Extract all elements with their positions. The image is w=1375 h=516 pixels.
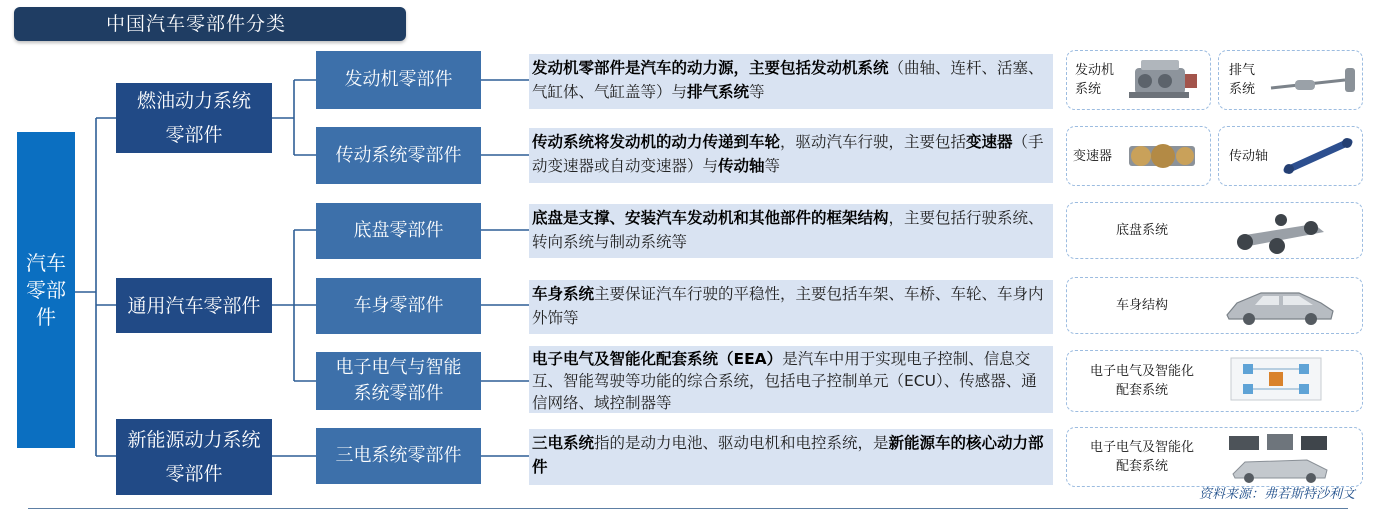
image-card-engine [1066,50,1211,110]
part-label: 发动机零部件 [344,69,453,90]
description-bold-text: 排气系统 [687,83,750,101]
category-nev-powertrain [116,419,272,495]
exhaust-system-icon [1265,54,1361,106]
description-bold-text: 新能源车的核心动力部件 [532,434,1044,476]
car-body-icon [1219,281,1339,331]
description-bold-text: 底盘是支撑、安装汽车发动机和其他部件的框架结构 [532,209,889,227]
image-card-body [1066,277,1363,334]
description-chassis [529,204,1053,258]
image-label: 排气系统 [1229,63,1256,97]
bottom-divider [28,508,1348,509]
description-text: （曲轴、连杆、活塞、气缸体、气缸盖等）与 [532,59,1044,101]
part-label: 底盘零部件 [353,220,444,241]
image-label: 传动轴 [1229,148,1269,164]
description-body [529,280,1053,334]
description-text: 等 [764,157,781,175]
part-label: 车身零部件 [353,295,444,316]
drive-shaft-icon [1279,130,1359,182]
description-text: 指的是动力电池、驱动电机和电控系统，是 [594,434,889,452]
image-label: 电子电气及智能化配套系统 [1089,364,1194,398]
image-card-drive-shaft [1218,126,1363,186]
part-three-electric [316,428,481,484]
category-label: 燃油动力系统 [136,90,251,112]
image-label: 车身结构 [1115,298,1168,313]
source-note: 资料来源：弗若斯特沙利文 [1198,487,1355,502]
part-label: 传动系统零部件 [335,144,462,166]
description-three-electric [529,429,1053,485]
image-card-chassis [1066,202,1363,259]
description-text: 等 [749,83,765,101]
part-transmission [316,127,481,184]
chassis-icon [1219,206,1339,256]
part-engine [316,51,481,109]
image-card-exhaust [1218,50,1363,110]
description-text: ，驱动汽车行驶，主要包括 [780,133,967,151]
part-body [316,278,481,334]
description-bold-text: 发动机零部件是汽车的动力源，主要包括发动机系统 [532,59,889,77]
part-label: 电子电气与智能 [335,357,462,378]
category-fuel-powertrain [116,83,272,153]
description-bold-text: 车身系统 [532,285,595,303]
ev-components-icon [1219,430,1339,484]
root-node [17,132,75,448]
image-label: 电子电气及智能化配套系统 [1089,440,1194,474]
gearbox-icon [1123,130,1205,182]
image-label: 底盘系统 [1115,223,1168,238]
description-text: ，主要包括行驶系统、转向系统与制动系统等 [532,209,1044,251]
root-label: 汽车零部件 [26,250,66,329]
image-card-ev [1066,427,1363,487]
description-bold-text: 传动系统将发动机的动力传递到车轮 [532,133,781,151]
image-label: 变速器 [1073,148,1113,164]
description-bold-text: 传动轴 [718,157,765,175]
description-bold-text: 三电系统 [532,434,595,452]
description-transmission [529,128,1053,183]
description-engine [529,54,1053,109]
engine-icon [1123,54,1203,106]
description-text: 是汽车中用于实现电子控制、信息交互、智能驾驶等功能的综合系统，包括电子控制单元（ECU）、传感器、通信网络、域控制器等 [532,350,1037,412]
part-label: 三电系统零部件 [335,445,462,466]
part-label: 系统零部件 [353,383,444,404]
category-label: 零部件 [165,124,223,146]
description-bold-text: 变速器 [966,133,1013,151]
image-label: 发动机系统 [1075,63,1115,97]
category-label: 通用汽车零部件 [127,294,261,317]
description-text: （手动变速器或自动变速器）与 [532,133,1044,175]
diagram-title: 中国汽车零部件分类 [14,7,406,41]
description-text: 主要保证汽车行驶的平稳性，主要包括车架、车桥、车轮、车身内外饰等 [532,285,1044,327]
part-chassis [316,203,481,259]
electrical-layout-icon [1223,354,1333,408]
image-card-electronics [1066,350,1363,412]
image-card-gearbox [1066,126,1211,186]
category-label: 新能源动力系统 [127,429,261,451]
description-bold-text: 电子电气及智能化配套系统（EEA） [532,350,783,368]
category-label: 零部件 [165,463,223,485]
category-general-parts [116,278,272,333]
description-electronics [529,346,1053,413]
part-electronics [316,352,481,410]
